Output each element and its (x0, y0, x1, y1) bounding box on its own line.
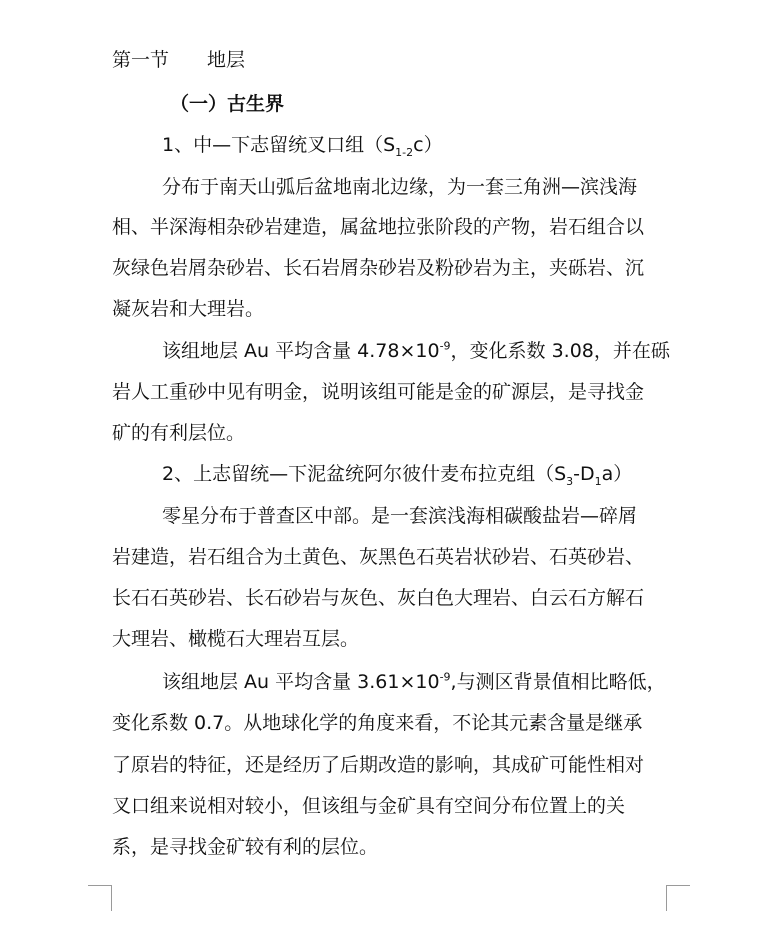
crop-mark-right-vertical (666, 885, 667, 911)
paragraph-line: 变化系数 0.7。从地球化学的角度来看，不论其元素含量是继承 (112, 712, 643, 734)
paragraph-line: 灰绿色岩屑杂砂岩、长石岩屑杂砂岩及粉砂岩为主，夹砾岩、沉 (112, 257, 645, 279)
paragraph-line: 矿的有利层位。 (112, 422, 246, 444)
paragraph-line: 岩建造，岩石组合为土黄色、灰黑色石英岩状砂岩、石英砂岩、 (112, 546, 645, 568)
exponent: -9 (439, 339, 451, 353)
paragraph-line (162, 670, 666, 694)
unit-2-code-sub: 3 (566, 474, 574, 488)
section-title: 第一节 地层 (112, 49, 246, 71)
paragraph-line: 长石石英砂岩、长石砂岩与灰色、灰白色大理岩、白云石方解石 (112, 587, 645, 609)
unit-2-code-mid: -D (573, 463, 595, 485)
subsection-title: （一）古生界 (170, 93, 285, 115)
crop-mark-right-horizontal (666, 885, 690, 886)
paragraph-line (162, 339, 670, 363)
paragraph-line: 了原岩的特征，还是经历了后期改造的影响，其成矿可能性相对 (112, 754, 645, 776)
unit-1-code-end: c） (413, 134, 443, 156)
content-text: 该组地层 Au 平均含量 4.78×10 (162, 340, 440, 362)
unit-2-code-end: a） (601, 463, 633, 485)
unit-1-heading (162, 133, 443, 157)
content-text: ，变化系数 3.08，并在砾 (450, 340, 670, 362)
paragraph-line: 系，是寻找金矿较有利的层位。 (112, 836, 379, 858)
paragraph-line: 零星分布于普查区中部。是一套滨浅海相碳酸盐岩—碎屑 (162, 505, 638, 527)
unit-1-code-sub: 1-2 (395, 145, 414, 159)
paragraph-line: 岩人工重砂中见有明金，说明该组可能是金的矿源层，是寻找金 (112, 381, 645, 403)
exponent: -9 (439, 670, 451, 684)
content-text: 该组地层 Au 平均含量 3.61×10 (162, 671, 440, 693)
paragraph-line: 大理岩、橄榄石大理岩互层。 (112, 628, 360, 650)
unit-2-heading (162, 462, 632, 486)
paragraph-line: 相、半深海相杂砂岩建造，属盆地拉张阶段的产物，岩石组合以 (112, 216, 645, 238)
paragraph-line: 叉口组来说相对较小，但该组与金矿具有空间分布位置上的关 (112, 795, 626, 817)
unit-1-number: 1、中—下志留统叉口组（S (162, 134, 396, 156)
unit-2-number: 2、上志留统—下泥盆统阿尔彼什麦布拉克组（S (162, 463, 567, 485)
paragraph-line: 凝灰岩和大理岩。 (112, 298, 265, 320)
crop-mark-left-vertical (111, 885, 112, 911)
paragraph-line: 分布于南天山弧后盆地南北边缘，为一套三角洲—滨浅海 (162, 176, 638, 198)
crop-mark-left-horizontal (88, 885, 112, 886)
content-text: ,与测区背景值相比略低， (450, 671, 666, 693)
unit-2-code-sub2: 1 (594, 474, 602, 488)
